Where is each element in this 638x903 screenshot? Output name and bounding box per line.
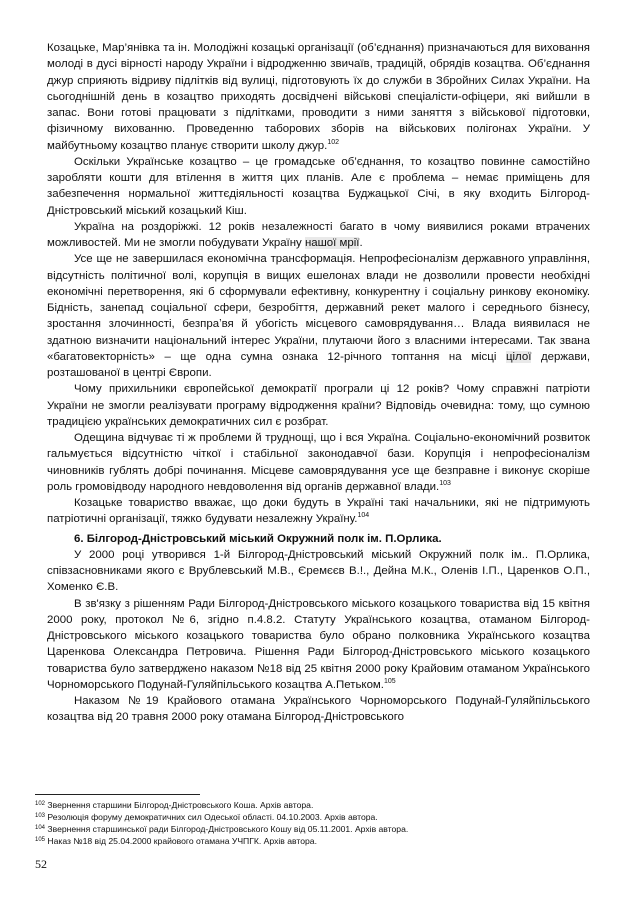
paragraph-text: Одещина відчуває ті ж проблеми й труднощі, що і вся Україна. Соціально-економічний розвиток гальмується відсутністю чіткої і стабільної законодавчої бази. Корупція і непрофесіоналізм чиновників гублять добрі починання. Місцеве самоврядування усе ще безправне і виконує скоріше роль громовідводу народного невдоволення від органів державної влади.: [47, 432, 590, 493]
paragraph-p5: [47, 381, 590, 430]
footnotes: [35, 799, 595, 847]
footnote-divider: [35, 794, 200, 795]
page-number: 52: [35, 857, 47, 871]
paragraph-text: В зв'язку з рішенням Ради Білгород-Дністровського міського козацького товариства від 15 квітня 2000 року, протокол №6, згідно п.4.8.2. Статуту Українського козацтва, отаманом Білгород-Дністровського міського козацького товариства було обрано полковника Українського козацтва Царенкова Олександра Петровича. Рішення Ради Білгород-Дністровського міського козацького товариства було затверджено наказом №18 від 25 квітня 2000 року Крайовим отаманом Українського Чорноморського Подунай-Гуляйпільського козацтва А.Петьком.: [47, 597, 590, 691]
paragraph-text: Чому прихильники європейської демократії програли ці 12 років? Чому справжні патріоти України не змогли реалізувати програму відродження країни? Відповідь очевидна: тому, що сумною традицією українських демократичних сил є розбрат.: [47, 383, 590, 428]
paragraph-p4: [47, 251, 590, 381]
footnote-number: 102: [35, 801, 46, 807]
footnote-ref: 105: [383, 677, 396, 685]
paragraph-text: Усе ще не завершилася економічна трансформація. Непрофесіоналізм державного управління, відсутність політичної волі, корупція в вищих ешелонах влади не дозволили провести необхідні економічні перетворення, які б сформували ефективну, конкурентну і соціальну ринкову економіку. Бідність, занепад соціальної сфери, безробіття, державний рекет малого і середнього бізнесу, зростання злочинності, безпраʼвя й убогість місцевого самоврядування… Влада виявилася не здатною визначити національний інтерес України, плутаючи його з власними інтересами. Так звана «багатовекторність» – ще одна сумна ознака 12-річного топтання на місці: [47, 253, 590, 363]
paragraph-text: Україна на роздоріжжі. 12 років незалежності багато в чому виявилися роками втрачених можливостей. Ми не змогли побудувати Україну: [47, 220, 590, 249]
footnote-ref: 104: [357, 512, 370, 520]
paragraph-p6: [47, 430, 590, 495]
paragraph-text: Козацьке товариство вважає, що доки будуть в Україні такі начальники, які не підтримують патріотичні організації, тяжко будувати незалежну Україну.: [47, 497, 590, 526]
footnote-103: [35, 811, 595, 823]
page-body: [47, 40, 590, 726]
paragraph-p1: [47, 40, 590, 154]
highlighted-text: цілої: [505, 350, 532, 363]
paragraph-p3: [47, 219, 590, 252]
footnote-text: Наказ №18 від 25.04.2000 крайового отамана УЧПГК. Архів автора.: [45, 836, 317, 846]
paragraph-text: .: [359, 237, 363, 249]
footnote-number: 104: [35, 825, 46, 831]
paragraph-p8: [47, 547, 590, 596]
footnote-text: Звернення старшинської ради Білгород-Дністровського Кошу від 05.11.2001. Архів автора.: [45, 824, 409, 834]
paragraph-p7: [47, 495, 590, 528]
paragraph-text: Козацьке, Мар’янівка та ін. Молодіжні козацькі організації (об’єднання) призначаються для виховання молоді в дусі вірності народу України і відродженню звичаїв, традицій, обрядів козацтва. Об’єднання джур сприяють відриву підлітків від вулиці, підготовують їх до служби в Збройних Силах України. На сьогоднішній день в козацтво приходять досвідчені військові спеціалісти-офіцери, які вийшли в запас. Вони готові працювати з підлітками, проводити з ними заняття з військової підготовки, фізичному вихованню. Проведенню таборових зборів на військових полігонах України. У майбутньому козацтво планує створити школу джур.: [47, 42, 590, 152]
text-block-2: [47, 547, 590, 726]
footnote-105: [35, 835, 595, 847]
paragraph-text: Наказом №19 Крайового отамана Українського Чорноморського Подунай-Гуляйпільського козацтва від 20 травня 2000 року отамана Білгород-Дністровського: [47, 695, 590, 724]
footnote-102: [35, 799, 595, 811]
text-block-1: [47, 40, 590, 528]
paragraph-text: Оскільки Українське козацтво – це громадське об’єднання, то козацтво повинне самостійно заробляти кошти для втілення в життя цих планів. Але є проблема – немає приміщень для забезпечення нормальної життєдіяльності козацтва Буджацької Січі, в яку входить Білгород-Дністровський міський козацький Кіш.: [47, 155, 590, 217]
footnote-text: Резолюція форуму демократичних сил Одеської області. 04.10.2003. Архів автора.: [45, 812, 378, 822]
paragraph-p2: [47, 154, 590, 219]
highlighted-text: нашої мрії: [304, 237, 360, 249]
footnote-number: 103: [35, 813, 46, 819]
footnote-104: [35, 823, 595, 835]
footnote-number: 105: [35, 837, 46, 843]
paragraph-p10: [47, 693, 590, 726]
footnote-text: Звернення старшини Білгород-Дністровського Коша. Архів автора.: [45, 800, 314, 810]
footnote-ref: 103: [439, 479, 451, 487]
footnote-ref: 102: [327, 138, 339, 146]
section-heading: 6. Білгород-Дністровський міський Окружний полк ім. П.Орлика.: [74, 532, 442, 545]
paragraph-text: держави, розташованої в центрі Європи.: [47, 350, 590, 379]
paragraph-text: У 2000 році утворився 1-й Білгород-Дністровський міський Окружний полк ім.. П.Орлика, співзасновниками якого є Врублевський М.В., Єремєєв В.!., Дейна М.К., Оленів І.П., Царенков О.П., Хоменко Є.В.: [47, 548, 590, 594]
paragraph-p9: [47, 596, 590, 694]
